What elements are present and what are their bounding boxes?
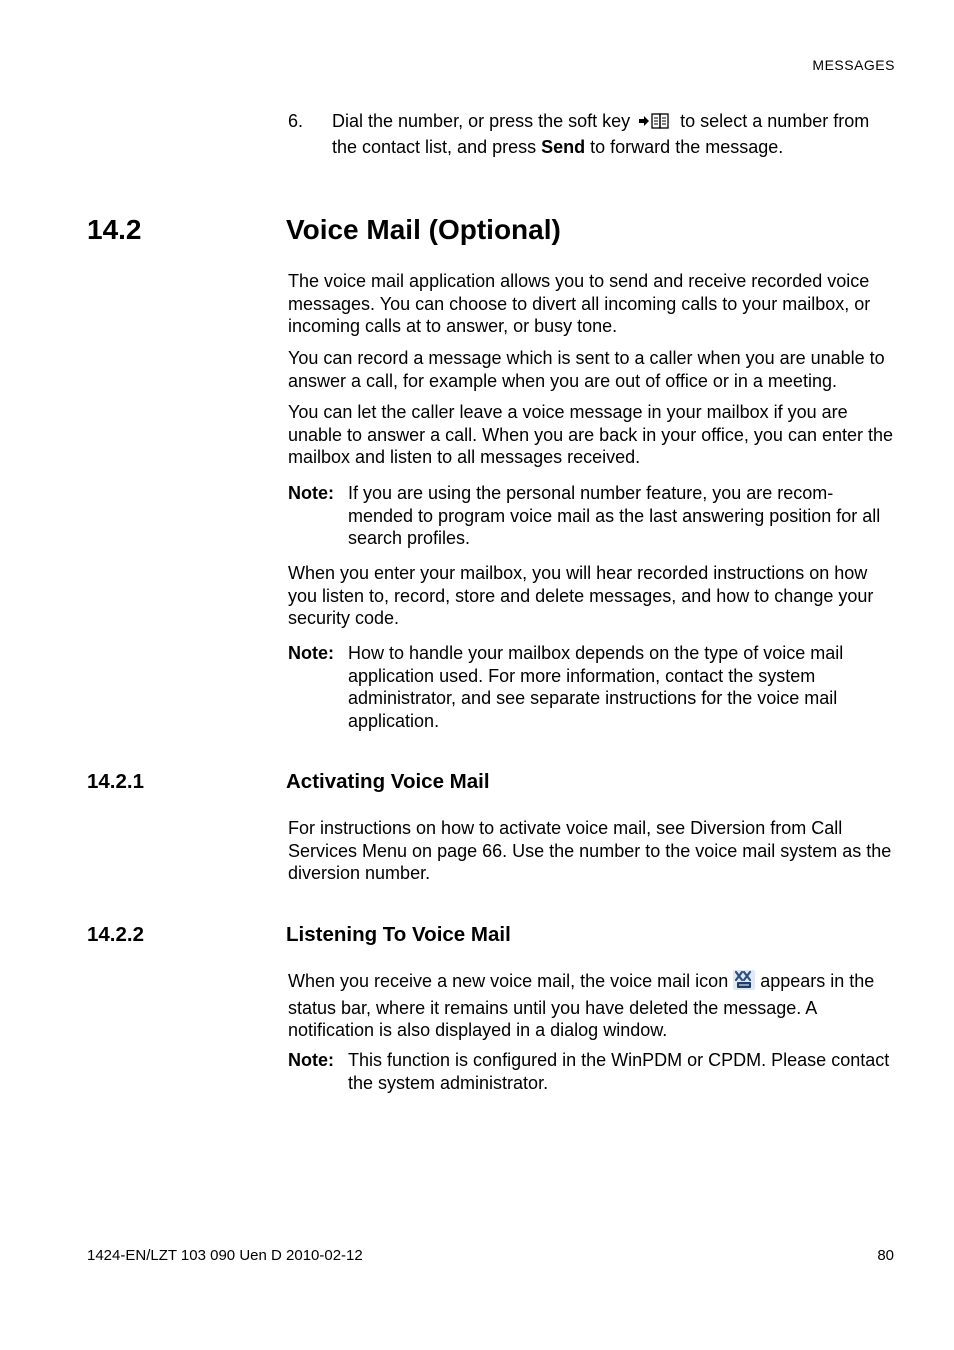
paragraph: For instructions on how to activate voice mail, see Diversion from Call Services Menu on page 66. Use the number to the voice mail system as the diversion number. [288,818,892,883]
paragraph-end: appears in the status bar, where it remains until you have deleted the message. A notification is also displayed in a dialog window. [288,971,875,1040]
running-head: MESSAGES [812,57,895,73]
footer-doc-id: 1424-EN/LZT 103 090 Uen D 2010-02-12 [87,1247,363,1264]
paragraph [288,969,898,1042]
paragraph-start: When you receive a new voice mail, the voice mail icon [288,971,729,991]
paragraph: You can record a message which is sent to a caller when you are unable to answer a call, for example when you are out of office or in a meeting. [288,348,885,391]
paragraph: When you enter your mailbox, you will hear recorded instructions on how you listen to, record, store and delete messages, and how to change your security code. [288,563,874,628]
note-label: Note: [288,643,334,663]
paragraph: You can let the caller leave a voice message in your mailbox if you are unable to answer a call. When you are back in your office, you can enter the mailbox and listen to all messages received. [288,402,894,467]
contact-list-softkey-icon [638,112,672,136]
note-label: Note: [288,483,334,503]
step-number: 6. [288,111,304,131]
footer-page-number: 80 [877,1247,894,1264]
note-text: How to handle your mailbox depends on the type of voice mail application used. For more information, contact the system administrator, and see separate instructions for the voice mail application. [348,643,844,731]
subsection-number: 14.2.2 [87,923,144,946]
note-label: Note: [288,1050,334,1070]
section-number: 14.2 [87,214,142,245]
note-text: If you are using the personal number feature, you are recom-mended to program voice mail as the last answering position for all search profiles. [348,483,881,548]
subsection-title: Listening To Voice Mail [286,923,511,946]
section-title: Voice Mail (Optional) [286,214,561,245]
subsection-number: 14.2.1 [87,770,144,793]
note-text: This function is configured in the WinPDM or CPDM. Please contact the system administrator. [348,1050,890,1093]
paragraph: The voice mail application allows you to send and receive recorded voice messages. You can choose to divert all incoming calls to your mailbox, or incoming calls at to answer, or busy tone. [288,271,871,336]
step-text-middle: to select a number from the contact list, and press [332,111,870,157]
subsection-title: Activating Voice Mail [286,770,490,793]
send-keyword: Send [541,136,586,157]
step-text-end: to forward the message. [590,136,784,157]
step-text-start: Dial the number, or press the soft key [332,111,631,131]
voice-mail-icon [732,969,756,997]
step-text [332,110,892,158]
